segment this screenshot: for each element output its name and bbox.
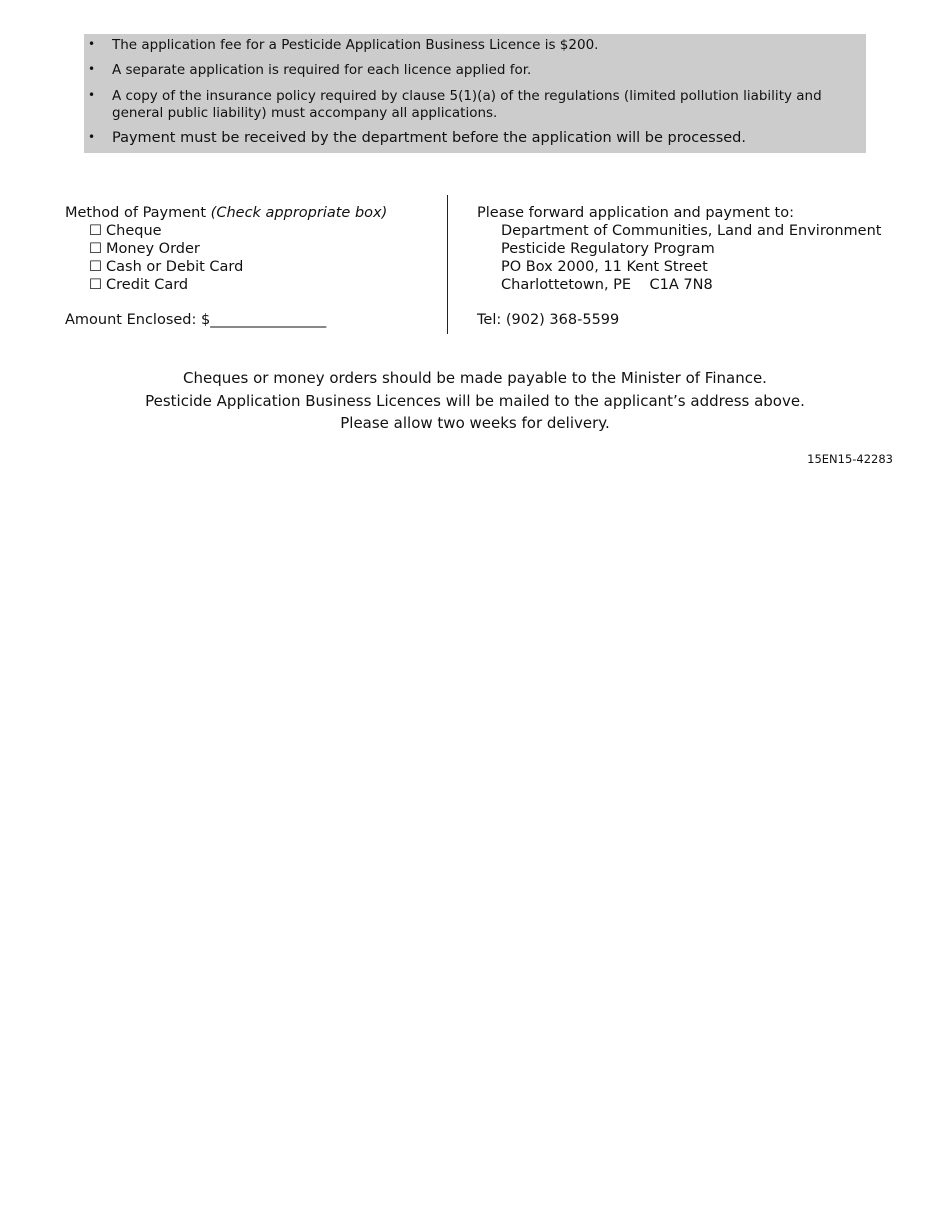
checkbox-icon[interactable]: ☐ xyxy=(89,259,102,275)
checkbox-icon[interactable]: ☐ xyxy=(89,277,102,293)
bullet: • xyxy=(88,62,96,76)
payment-heading-note: (Check appropriate box) xyxy=(210,205,388,221)
address-line: Department of Communities, Land and Environment xyxy=(501,223,882,239)
footer-line: Pesticide Application Business Licences will be mailed to the applicant’s address above. xyxy=(145,391,805,410)
checkbox-icon[interactable]: ☐ xyxy=(89,223,102,239)
payment-heading-label: Method of Payment xyxy=(65,205,207,221)
checkbox-icon[interactable]: ☐ xyxy=(89,241,102,257)
telephone: Tel: (902) 368-5599 xyxy=(477,312,620,328)
footer-line: Cheques or money orders should be made payable to the Minister of Finance. xyxy=(183,369,767,387)
address-line: PO Box 2000, 11 Kent Street xyxy=(501,259,708,275)
notice-text: Payment must be received by the department before the application will be processed. xyxy=(112,130,746,146)
footer-line: Please allow two weeks for delivery. xyxy=(340,414,610,432)
payment-option-label: Money Order xyxy=(106,241,200,257)
column-divider xyxy=(447,195,448,334)
notice-text: A copy of the insurance policy required by clause 5(1)(a) of the regulations (limited pollution liability and general public liability) must accompany all applications. xyxy=(112,88,822,121)
payment-option-label: Cash or Debit Card xyxy=(106,259,244,275)
amount-enclosed-field[interactable]: Amount Enclosed: $________________ xyxy=(65,312,327,328)
mailing-address-section xyxy=(477,204,917,294)
notice-text: A separate application is required for each licence applied for. xyxy=(112,62,532,78)
payment-option-label: Cheque xyxy=(106,223,162,239)
bullet: • xyxy=(88,37,96,51)
notice-text: The application fee for a Pesticide Application Business Licence is $200. xyxy=(112,37,599,53)
payment-option-cheque[interactable] xyxy=(65,222,435,240)
payment-option-cash-debit[interactable] xyxy=(65,258,435,276)
bullet: • xyxy=(88,88,96,102)
payment-method-section xyxy=(65,204,435,294)
bullet: • xyxy=(88,130,96,144)
address-heading: Please forward application and payment to: xyxy=(477,205,794,221)
notice-box xyxy=(84,34,866,153)
form-code: 15EN15-42283 xyxy=(807,452,893,466)
payment-option-label: Credit Card xyxy=(106,277,189,293)
address-line: Charlottetown, PE C1A 7N8 xyxy=(501,277,713,293)
footer-notes xyxy=(0,367,950,435)
address-line: Pesticide Regulatory Program xyxy=(501,241,715,257)
payment-option-credit-card[interactable] xyxy=(65,276,435,294)
payment-option-money-order[interactable] xyxy=(65,240,435,258)
payment-heading xyxy=(65,204,435,222)
